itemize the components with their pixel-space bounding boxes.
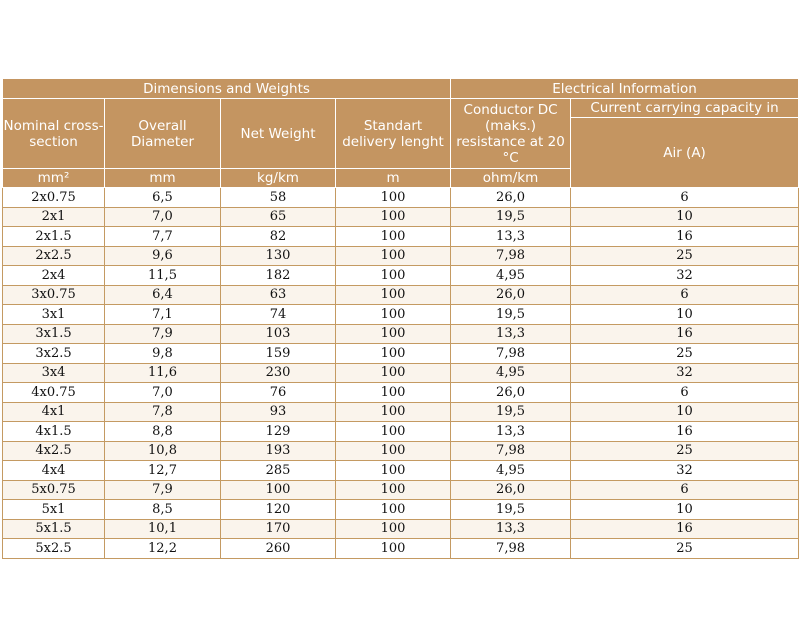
cell-resistance: 26,0 bbox=[451, 383, 571, 403]
table-row bbox=[3, 422, 799, 442]
cell-resistance: 19,5 bbox=[451, 500, 571, 520]
group-header-electrical: Electrical Information bbox=[451, 79, 799, 99]
cell-weight: 103 bbox=[221, 324, 336, 344]
cell-resistance: 26,0 bbox=[451, 285, 571, 305]
cell-air: 6 bbox=[571, 383, 799, 403]
unit-resistance: ohm/km bbox=[451, 169, 571, 188]
cell-resistance: 7,98 bbox=[451, 441, 571, 461]
cell-diameter: 9,6 bbox=[105, 246, 221, 266]
cell-resistance: 13,3 bbox=[451, 227, 571, 247]
unit-cross-section: mm² bbox=[3, 169, 105, 188]
cell-air: 6 bbox=[571, 188, 799, 208]
cell-air: 32 bbox=[571, 363, 799, 383]
cell-air: 16 bbox=[571, 519, 799, 539]
cell-cross-section: 3x1 bbox=[3, 305, 105, 325]
cell-length: 100 bbox=[336, 363, 451, 383]
cell-air: 10 bbox=[571, 305, 799, 325]
cell-air: 16 bbox=[571, 227, 799, 247]
cell-cross-section: 3x4 bbox=[3, 363, 105, 383]
table-row bbox=[3, 519, 799, 539]
cell-cross-section: 5x2.5 bbox=[3, 539, 105, 559]
table-row bbox=[3, 383, 799, 403]
table-row bbox=[3, 246, 799, 266]
cell-resistance: 4,95 bbox=[451, 266, 571, 286]
col-header-air: Air (A) bbox=[571, 118, 799, 188]
cell-diameter: 7,8 bbox=[105, 402, 221, 422]
cell-air: 25 bbox=[571, 344, 799, 364]
cell-length: 100 bbox=[336, 227, 451, 247]
cell-air: 16 bbox=[571, 422, 799, 442]
table-row bbox=[3, 324, 799, 344]
cell-weight: 159 bbox=[221, 344, 336, 364]
group-header-dimensions: Dimensions and Weights bbox=[3, 79, 451, 99]
cell-resistance: 26,0 bbox=[451, 480, 571, 500]
cell-resistance: 19,5 bbox=[451, 207, 571, 227]
cell-weight: 170 bbox=[221, 519, 336, 539]
cell-weight: 130 bbox=[221, 246, 336, 266]
cell-length: 100 bbox=[336, 539, 451, 559]
cell-length: 100 bbox=[336, 344, 451, 364]
cell-length: 100 bbox=[336, 422, 451, 442]
cell-cross-section: 4x0.75 bbox=[3, 383, 105, 403]
cell-cross-section: 4x1 bbox=[3, 402, 105, 422]
table-row bbox=[3, 461, 799, 481]
cell-resistance: 7,98 bbox=[451, 539, 571, 559]
cell-length: 100 bbox=[336, 188, 451, 208]
cell-cross-section: 2x4 bbox=[3, 266, 105, 286]
cell-resistance: 19,5 bbox=[451, 402, 571, 422]
cell-weight: 76 bbox=[221, 383, 336, 403]
table-body bbox=[3, 188, 799, 559]
cell-weight: 193 bbox=[221, 441, 336, 461]
cell-diameter: 10,1 bbox=[105, 519, 221, 539]
cell-weight: 58 bbox=[221, 188, 336, 208]
cell-weight: 100 bbox=[221, 480, 336, 500]
table-row bbox=[3, 305, 799, 325]
col-header-cross-section: Nominal cross-section bbox=[3, 99, 105, 169]
cell-length: 100 bbox=[336, 500, 451, 520]
cell-length: 100 bbox=[336, 324, 451, 344]
col-header-weight: Net Weight bbox=[221, 99, 336, 169]
table-row bbox=[3, 363, 799, 383]
table-row bbox=[3, 480, 799, 500]
cell-diameter: 9,8 bbox=[105, 344, 221, 364]
col-header-resistance: Conductor DC (maks.) resistance at 20 °C bbox=[451, 99, 571, 169]
cell-diameter: 7,0 bbox=[105, 207, 221, 227]
cell-air: 10 bbox=[571, 207, 799, 227]
cell-cross-section: 4x2.5 bbox=[3, 441, 105, 461]
cell-cross-section: 2x1 bbox=[3, 207, 105, 227]
cell-cross-section: 5x1 bbox=[3, 500, 105, 520]
cell-length: 100 bbox=[336, 305, 451, 325]
cable-spec-table bbox=[2, 78, 799, 559]
cell-weight: 93 bbox=[221, 402, 336, 422]
cell-length: 100 bbox=[336, 266, 451, 286]
cell-air: 32 bbox=[571, 461, 799, 481]
cell-air: 25 bbox=[571, 539, 799, 559]
table-row bbox=[3, 227, 799, 247]
cell-resistance: 4,95 bbox=[451, 363, 571, 383]
cell-length: 100 bbox=[336, 441, 451, 461]
cell-cross-section: 5x0.75 bbox=[3, 480, 105, 500]
cell-cross-section: 2x0.75 bbox=[3, 188, 105, 208]
cell-resistance: 13,3 bbox=[451, 324, 571, 344]
cell-cross-section: 4x4 bbox=[3, 461, 105, 481]
cell-diameter: 7,9 bbox=[105, 324, 221, 344]
cell-resistance: 7,98 bbox=[451, 344, 571, 364]
cell-length: 100 bbox=[336, 402, 451, 422]
table-row bbox=[3, 500, 799, 520]
cell-length: 100 bbox=[336, 207, 451, 227]
unit-weight: kg/km bbox=[221, 169, 336, 188]
cell-air: 10 bbox=[571, 402, 799, 422]
cell-length: 100 bbox=[336, 383, 451, 403]
cell-weight: 120 bbox=[221, 500, 336, 520]
cell-diameter: 10,8 bbox=[105, 441, 221, 461]
cell-resistance: 4,95 bbox=[451, 461, 571, 481]
cell-air: 32 bbox=[571, 266, 799, 286]
cell-diameter: 11,6 bbox=[105, 363, 221, 383]
cell-diameter: 12,2 bbox=[105, 539, 221, 559]
cell-diameter: 6,4 bbox=[105, 285, 221, 305]
table-row bbox=[3, 266, 799, 286]
table-row bbox=[3, 285, 799, 305]
cell-diameter: 7,1 bbox=[105, 305, 221, 325]
cell-diameter: 11,5 bbox=[105, 266, 221, 286]
cell-length: 100 bbox=[336, 461, 451, 481]
cell-weight: 129 bbox=[221, 422, 336, 442]
cell-resistance: 13,3 bbox=[451, 519, 571, 539]
col-header-length: Standart delivery lenght bbox=[336, 99, 451, 169]
cell-cross-section: 3x2.5 bbox=[3, 344, 105, 364]
cell-weight: 74 bbox=[221, 305, 336, 325]
table-row bbox=[3, 188, 799, 208]
cell-weight: 65 bbox=[221, 207, 336, 227]
cell-resistance: 7,98 bbox=[451, 246, 571, 266]
table-row bbox=[3, 207, 799, 227]
cell-length: 100 bbox=[336, 285, 451, 305]
cell-weight: 63 bbox=[221, 285, 336, 305]
cell-diameter: 7,0 bbox=[105, 383, 221, 403]
cell-cross-section: 3x1.5 bbox=[3, 324, 105, 344]
cell-cross-section: 5x1.5 bbox=[3, 519, 105, 539]
cell-resistance: 19,5 bbox=[451, 305, 571, 325]
cell-air: 10 bbox=[571, 500, 799, 520]
cell-diameter: 8,5 bbox=[105, 500, 221, 520]
unit-diameter: mm bbox=[105, 169, 221, 188]
cell-cross-section: 2x2.5 bbox=[3, 246, 105, 266]
col-header-capacity: Current carrying capacity in bbox=[571, 99, 799, 118]
cell-diameter: 8,8 bbox=[105, 422, 221, 442]
table-row bbox=[3, 441, 799, 461]
table-row bbox=[3, 402, 799, 422]
cell-weight: 230 bbox=[221, 363, 336, 383]
cell-length: 100 bbox=[336, 519, 451, 539]
cell-resistance: 13,3 bbox=[451, 422, 571, 442]
col-header-diameter: Overall Diameter bbox=[105, 99, 221, 169]
cell-diameter: 6,5 bbox=[105, 188, 221, 208]
cell-weight: 82 bbox=[221, 227, 336, 247]
cell-air: 16 bbox=[571, 324, 799, 344]
cell-diameter: 7,9 bbox=[105, 480, 221, 500]
cell-cross-section: 3x0.75 bbox=[3, 285, 105, 305]
cell-weight: 182 bbox=[221, 266, 336, 286]
cell-length: 100 bbox=[336, 480, 451, 500]
cell-cross-section: 2x1.5 bbox=[3, 227, 105, 247]
table-row bbox=[3, 539, 799, 559]
cell-air: 6 bbox=[571, 480, 799, 500]
cell-weight: 285 bbox=[221, 461, 336, 481]
unit-length: m bbox=[336, 169, 451, 188]
cell-diameter: 12,7 bbox=[105, 461, 221, 481]
cell-air: 25 bbox=[571, 246, 799, 266]
cell-length: 100 bbox=[336, 246, 451, 266]
table-row bbox=[3, 344, 799, 364]
cell-air: 6 bbox=[571, 285, 799, 305]
cell-resistance: 26,0 bbox=[451, 188, 571, 208]
cell-weight: 260 bbox=[221, 539, 336, 559]
cell-diameter: 7,7 bbox=[105, 227, 221, 247]
cell-cross-section: 4x1.5 bbox=[3, 422, 105, 442]
cell-air: 25 bbox=[571, 441, 799, 461]
